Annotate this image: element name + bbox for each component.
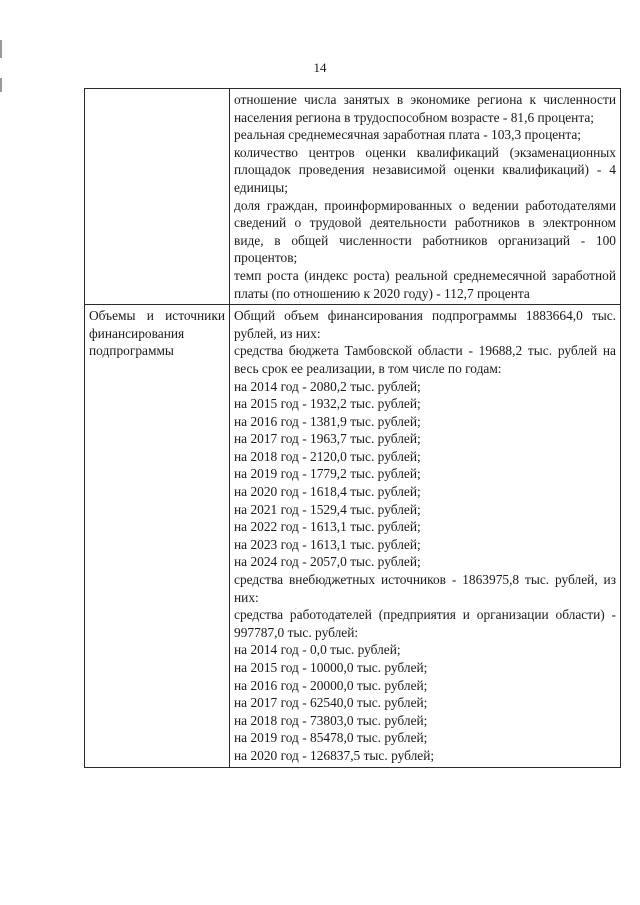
funding-year-line: на 2019 год - 1779,2 тыс. рублей; (234, 466, 421, 482)
funding-year-line: на 2024 год - 2057,0 тыс. рублей; (234, 554, 421, 570)
indicator-paragraph: темп роста (индекс роста) реальной среднемесячной заработной платы (по отношению к 2020 году) - 112,7 процента (234, 267, 616, 301)
funding-year-line: на 2019 год - 85478,0 тыс. рублей; (234, 730, 428, 746)
funding-year-line: на 2015 год - 1932,2 тыс. рублей; (234, 396, 421, 412)
funding-paragraph: средства внебюджетных источников - 1863975,8 тыс. рублей, из них: (234, 572, 616, 605)
indicator-paragraph: реальная среднемесячная заработная плата - 103,3 процента; (234, 127, 582, 143)
funding-year-line: на 2017 год - 62540,0 тыс. рублей; (234, 695, 428, 711)
funding-year-line: на 2018 год - 2120,0 тыс. рублей; (234, 448, 421, 464)
funding-year-line: на 2020 год - 126837,5 тыс. рублей; (234, 747, 435, 763)
row-label-cell (85, 89, 230, 305)
funding-year-line: на 2015 год - 10000,0 тыс. рублей; (234, 660, 428, 675)
table-row (85, 89, 621, 305)
funding-year-line: на 2016 год - 1381,9 тыс. рублей; (234, 413, 421, 429)
scan-margin-mark (0, 78, 2, 92)
funding-year-line: на 2023 год - 1613,1 тыс. рублей; (234, 536, 421, 552)
funding-paragraph: средства работодателей (предприятия и организации области) - 997787,0 тыс. рублей: (234, 607, 616, 640)
funding-year-line: на 2022 год - 1613,1 тыс. рублей; (234, 519, 421, 535)
table-row (85, 305, 621, 767)
page-number: 14 (313, 60, 327, 75)
indicator-paragraph: количество центров оценки квалификаций (экзаменационных площадок проведения независимой оценки квалификаций) - 4 единицы; (234, 144, 616, 195)
funding-year-line: на 2017 год - 1963,7 тыс. рублей; (234, 431, 421, 447)
passport-table (84, 88, 621, 768)
funding-year-line: на 2021 год - 1529,4 тыс. рублей; (234, 501, 421, 517)
funding-year-line: на 2018 год - 73803,0 тыс. рублей; (234, 712, 428, 728)
funding-year-line: на 2016 год - 20000,0 тыс. рублей; (234, 677, 428, 693)
indicator-paragraph: отношение числа занятых в экономике региона к численности населения региона в трудоспособном возрасте - 81,6 процента; (234, 92, 616, 125)
scan-margin-mark (0, 40, 2, 58)
row-content-cell (230, 305, 621, 767)
funding-paragraph: средства бюджета Тамбовской области - 19688,2 тыс. рублей на весь срок ее реализации, в том числе по годам: (234, 343, 616, 376)
funding-year-line: на 2014 год - 0,0 тыс. рублей; (234, 642, 401, 658)
funding-paragraph: Общий объем финансирования подпрограммы 1883664,0 тыс. рублей, из них: (234, 308, 616, 341)
indicator-paragraph: доля граждан, проинформированных о ведении работодателями сведений о трудовой деятельности работников в электронном виде, в общей численности работников организаций - 100 процентов; (234, 197, 616, 266)
funding-year-line: на 2020 год - 1618,4 тыс. рублей; (234, 484, 421, 500)
row-content-cell (230, 89, 621, 305)
funding-year-line: на 2014 год - 2080,2 тыс. рублей; (234, 378, 421, 394)
row-label-cell: Объемы и источники финансирования подпрограммы (85, 305, 230, 767)
